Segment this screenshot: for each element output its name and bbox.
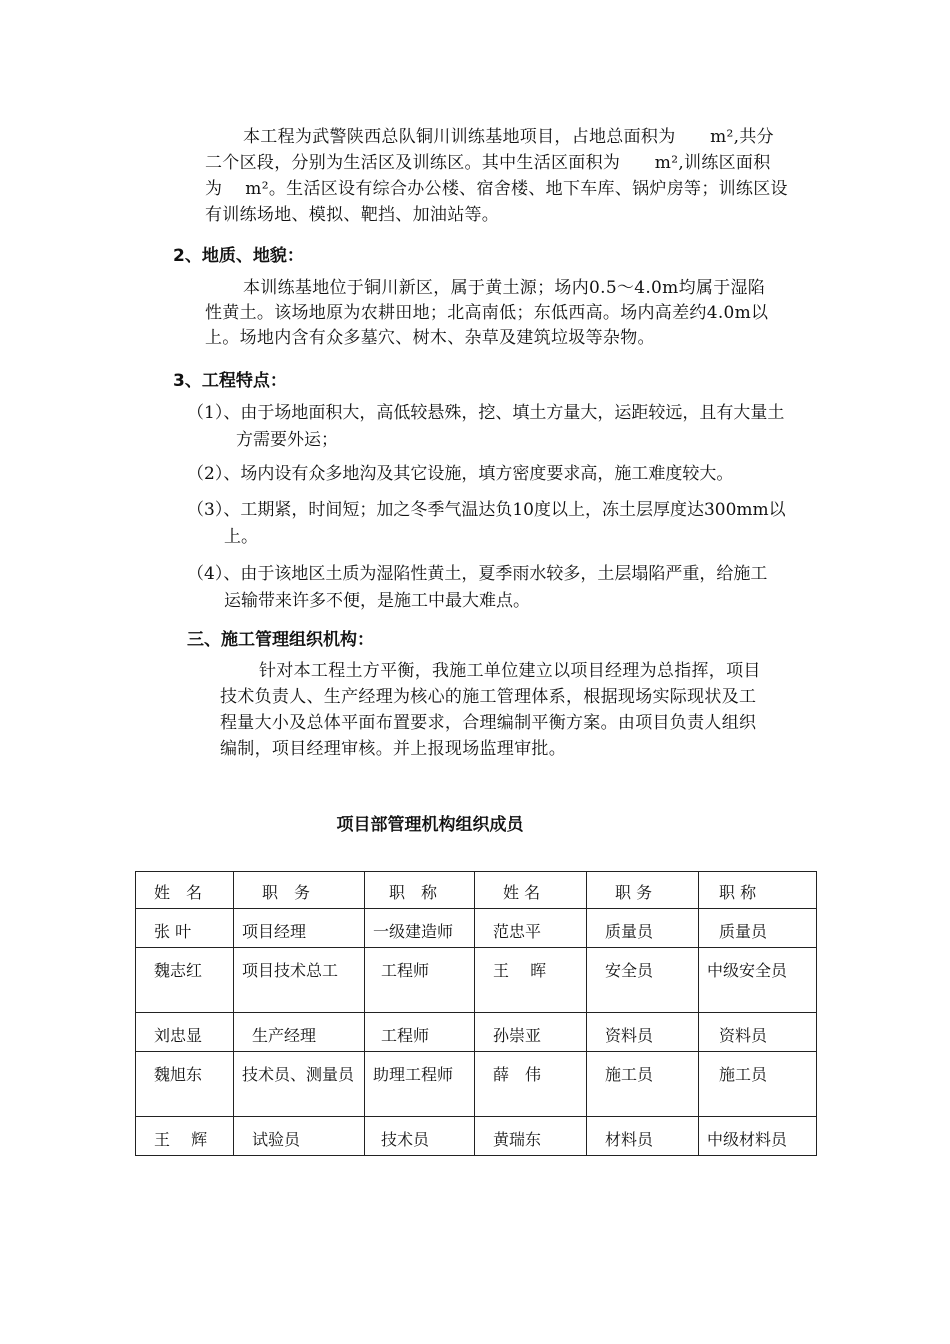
organization-line-3: 程量大小及总体平面布置要求，合理编制平衡方案。由项目负责人组织 xyxy=(220,713,757,733)
header-title-2: 职 称 xyxy=(699,872,817,909)
cell-duty: 安全员 xyxy=(587,948,699,1013)
feature-item-4-cont: 运输带来许多不便，是施工中最大难点。 xyxy=(224,591,530,611)
feature-item-1 xyxy=(187,400,812,454)
table-caption: 项目部管理机构组织成员 xyxy=(336,815,524,835)
cell-title: 中级安全员 xyxy=(699,948,817,1013)
cell-name: 魏旭东 xyxy=(136,1052,234,1117)
table-row xyxy=(136,948,817,1013)
header-duty-1: 职 务 xyxy=(234,872,365,909)
header-name-2: 姓 名 xyxy=(475,872,587,909)
feature-item-3-text: （3）、工期紧，时间短；加之冬季气温达负10度以上，冻土层厚度达300mm以 xyxy=(187,500,786,520)
table-row xyxy=(136,1013,817,1052)
cell-name: 范忠平 xyxy=(475,909,587,948)
organization-line-1: 针对本工程土方平衡，我施工单位建立以项目经理为总指挥，项目 xyxy=(259,661,761,681)
staff-table xyxy=(135,871,817,1156)
cell-duty: 项目技术总工 xyxy=(234,948,365,1013)
cell-title: 资料员 xyxy=(699,1013,817,1052)
intro-line-2: 二个区段，分别为生活区及训练区。其中生活区面积为 m²,训练区面积 xyxy=(205,153,771,173)
feature-item-4-text: （4）、由于该地区土质为湿陷性黄土，夏季雨水较多，土层塌陷严重，给施工 xyxy=(187,564,768,584)
cell-name: 王 晖 xyxy=(475,948,587,1013)
section-2-line-2: 性黄土。该场地原为农耕田地；北高南低；东低西高。场内高差约4.0m以 xyxy=(205,303,769,323)
cell-name: 王 辉 xyxy=(136,1117,234,1156)
cell-name: 张 叶 xyxy=(136,909,234,948)
feature-item-3 xyxy=(187,497,812,551)
cell-duty: 质量员 xyxy=(587,909,699,948)
header-duty-2: 职 务 xyxy=(587,872,699,909)
cell-duty: 资料员 xyxy=(587,1013,699,1052)
cell-name: 黄瑞东 xyxy=(475,1117,587,1156)
cell-name: 薛 伟 xyxy=(475,1052,587,1117)
cell-duty: 技术员、测量员 xyxy=(234,1052,365,1117)
table-row xyxy=(136,1117,817,1156)
section-organization-heading: 三、施工管理组织机构： xyxy=(187,630,374,650)
cell-title: 技术员 xyxy=(365,1117,475,1156)
cell-title: 一级建造师 xyxy=(365,909,475,948)
cell-duty: 施工员 xyxy=(587,1052,699,1117)
feature-item-2-text: （2）、场内设有众多地沟及其它设施，填方密度要求高，施工难度较大。 xyxy=(187,464,734,484)
table-header-row xyxy=(136,872,817,909)
table-row xyxy=(136,1052,817,1117)
cell-duty: 项目经理 xyxy=(234,909,365,948)
header-name-1: 姓 名 xyxy=(136,872,234,909)
cell-title: 助理工程师 xyxy=(365,1052,475,1117)
feature-item-3-cont: 上。 xyxy=(224,527,258,547)
table-row xyxy=(136,909,817,948)
intro-line-1: 本工程为武警陕西总队铜川训练基地项目，占地总面积为 m²,共分 xyxy=(243,127,774,147)
intro-line-4: 有训练场地、模拟、靶挡、加油站等。 xyxy=(205,205,500,225)
header-title-1: 职 称 xyxy=(365,872,475,909)
organization-line-2: 技术负责人、生产经理为核心的施工管理体系，根据现场实际现状及工 xyxy=(220,687,757,707)
cell-title: 工程师 xyxy=(365,1013,475,1052)
cell-title: 工程师 xyxy=(365,948,475,1013)
cell-title: 施工员 xyxy=(699,1052,817,1117)
feature-item-4 xyxy=(187,561,812,615)
feature-item-1-cont: 方需要外运； xyxy=(236,430,338,450)
cell-name: 孙崇亚 xyxy=(475,1013,587,1052)
cell-name: 刘忠显 xyxy=(136,1013,234,1052)
feature-item-1-text: （1）、由于场地面积大，高低较悬殊，挖、填土方量大，运距较远，且有大量土 xyxy=(187,403,785,423)
cell-name: 魏志红 xyxy=(136,948,234,1013)
cell-title: 质量员 xyxy=(699,909,817,948)
section-3-heading: 3、工程特点： xyxy=(173,371,287,391)
cell-title: 中级材料员 xyxy=(699,1117,817,1156)
section-2-line-3: 上。场地内含有众多墓穴、树木、杂草及建筑垃圾等杂物。 xyxy=(205,328,655,348)
organization-line-4: 编制，项目经理审核。并上报现场监理审批。 xyxy=(220,739,566,759)
section-2-heading: 2、地质、地貌： xyxy=(173,246,304,266)
cell-duty: 材料员 xyxy=(587,1117,699,1156)
cell-duty: 试验员 xyxy=(234,1117,365,1156)
feature-item-2 xyxy=(187,461,812,488)
cell-duty: 生产经理 xyxy=(234,1013,365,1052)
section-2-line-1: 本训练基地位于铜川新区，属于黄土源；场内0.5～4.0m均属于湿陷 xyxy=(243,278,766,298)
intro-line-3: 为 m²。生活区设有综合办公楼、宿舍楼、地下车库、锅炉房等；训练区设 xyxy=(205,179,788,199)
